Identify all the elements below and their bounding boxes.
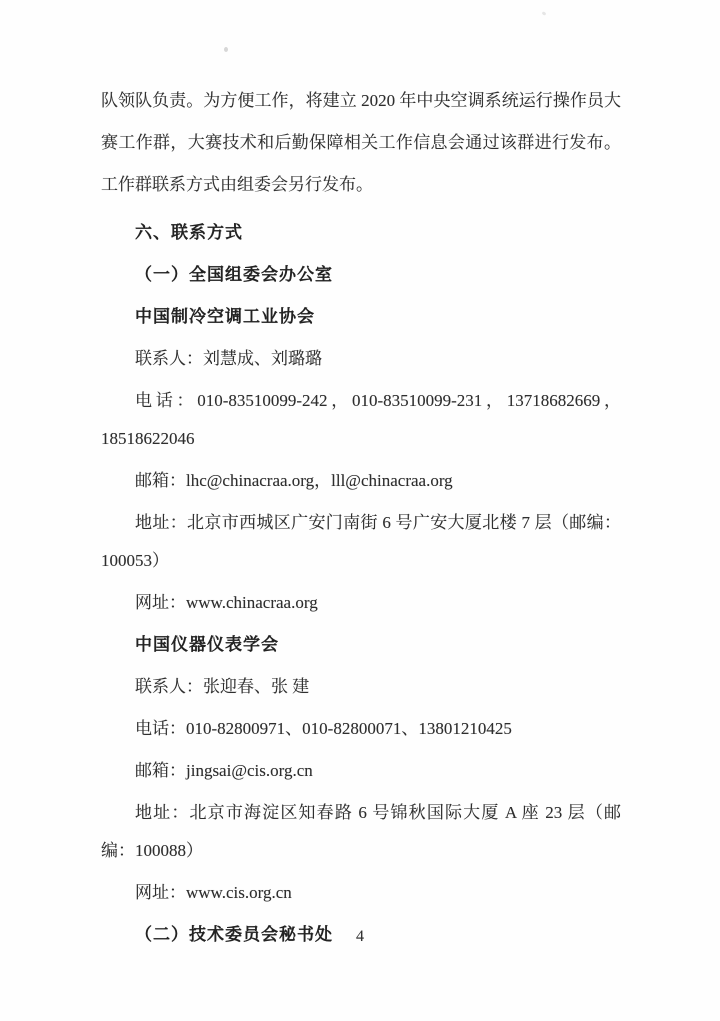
subsection-heading-national-office: （一）全国组委会办公室 — [135, 265, 333, 284]
website-chinacraa: 网址：www.chinacraa.org — [135, 593, 318, 612]
subsection-heading-technical-committee: （二）技术委员会秘书处 — [135, 925, 333, 944]
email-chinacraa: 邮箱：lhc@chinacraa.org，lll@chinacraa.org — [135, 471, 453, 490]
address-cis: 地址：北京市海淀区知春路 6 号锦秋国际大厦 A 座 23 层（邮编：100088） — [101, 803, 621, 860]
phone-cis: 电话：010-82800971、010-82800071、13801210425 — [135, 719, 512, 738]
phone-chinacraa: 电话：010-83510099-242，010-83510099-231，13718682669，18518622046 — [101, 391, 621, 448]
address-chinacraa: 地址：北京市西城区广安门南街 6 号广安大厦北楼 7 层（邮编：100053） — [101, 513, 621, 570]
contact-persons-cis: 联系人：张迎春、张 建 — [135, 677, 310, 696]
scan-artifact-speck — [542, 11, 547, 16]
contact-persons-chinacraa: 联系人：刘慧成、刘璐璐 — [135, 349, 322, 368]
website-cis: 网址：www.cis.org.cn — [135, 883, 292, 902]
section-heading-contact: 六、联系方式 — [135, 223, 243, 242]
scan-artifact-speck — [224, 47, 228, 52]
org-name-chinacraa: 中国制冷空调工业协会 — [135, 307, 315, 326]
org-name-cis: 中国仪器仪表学会 — [135, 635, 279, 654]
email-cis: 邮箱：jingsai@cis.org.cn — [135, 761, 313, 780]
document-content — [101, 80, 621, 958]
page-number: 4 — [356, 928, 364, 945]
paragraph-intro: 队领队负责。为方便工作，将建立 2020 年中央空调系统运行操作员大赛工作群，大赛技术和后勤保障相关工作信息会通过该群进行发布。工作群联系方式由组委会另行发布。 — [101, 91, 621, 194]
